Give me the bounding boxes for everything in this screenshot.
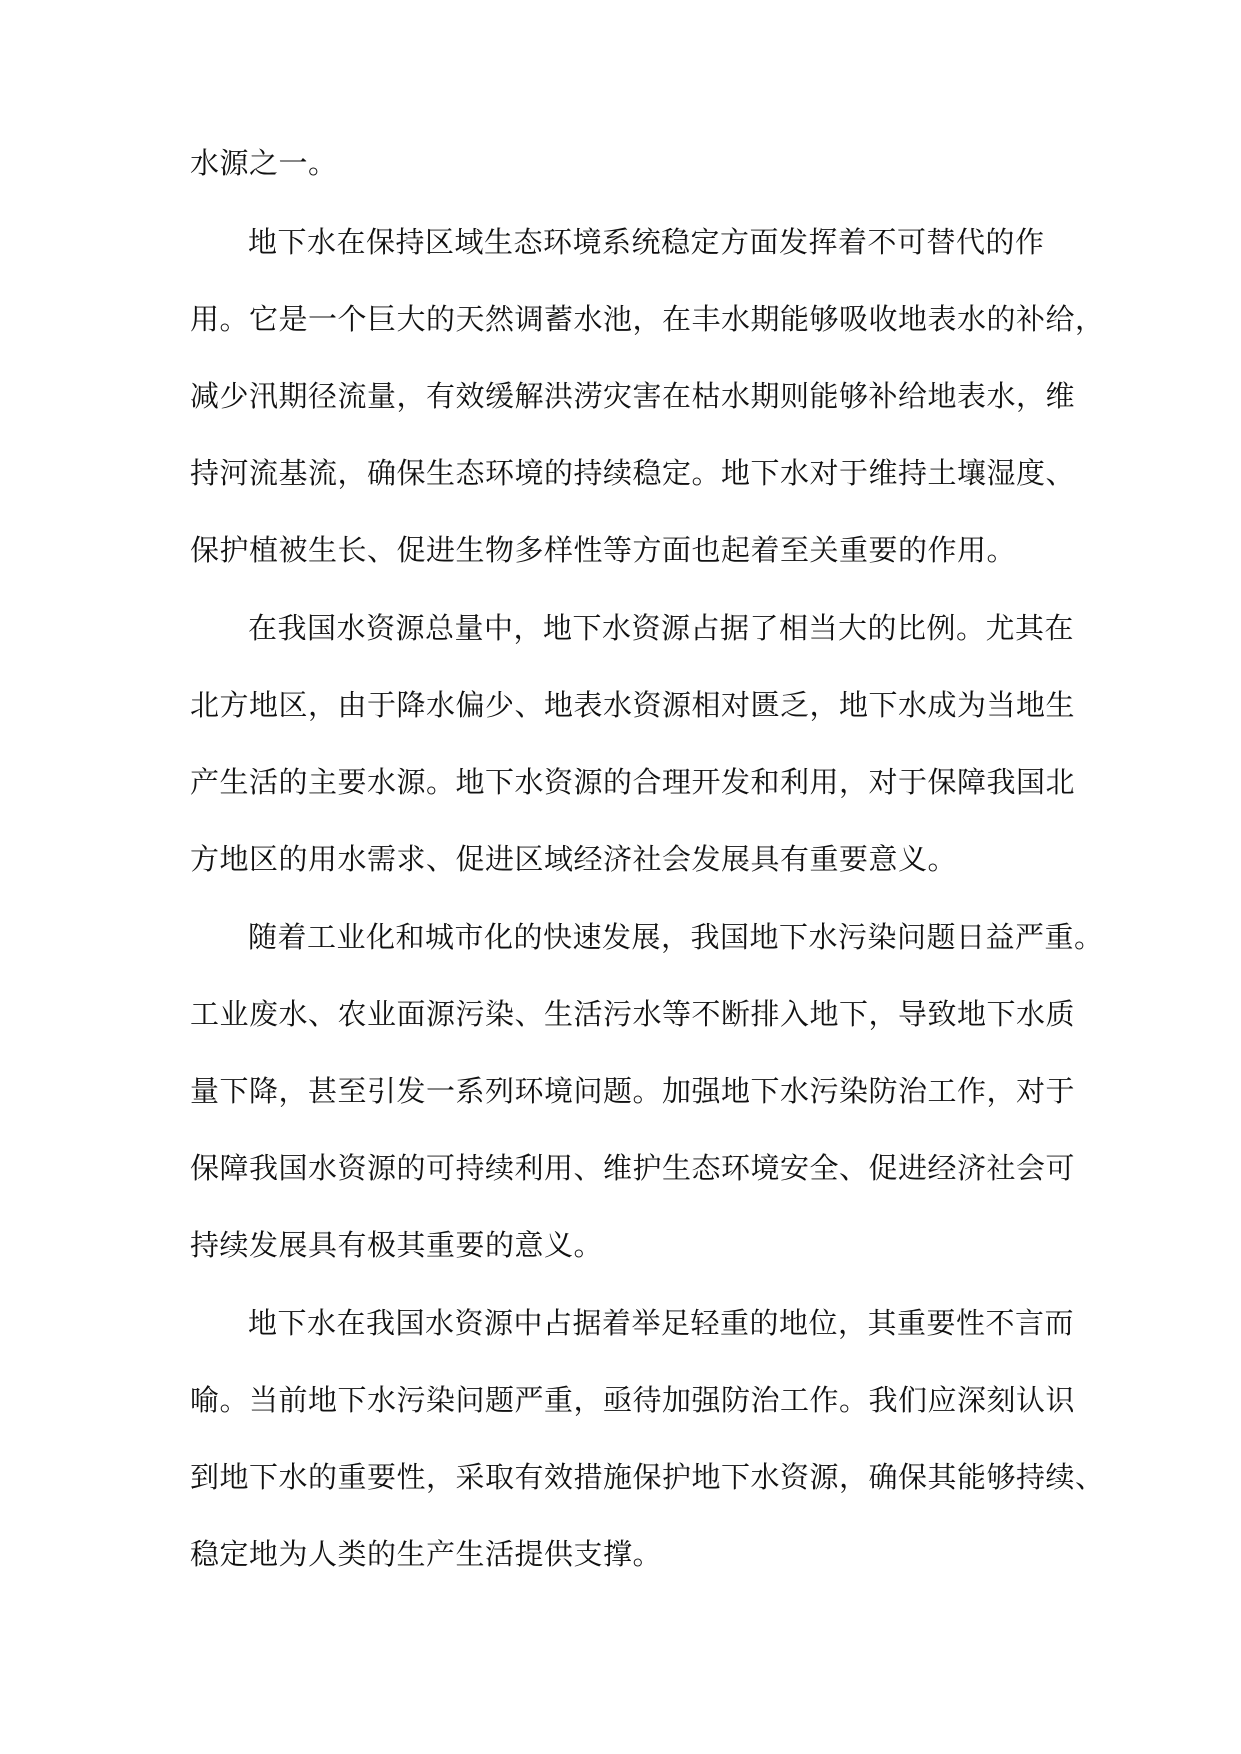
text-line: 北方地区，由于降水偏少、地表水资源相对匮乏，地下水成为当地生 <box>190 688 1076 722</box>
text-line: 减少汛期径流量，有效缓解洪涝灾害在枯水期则能够补给地表水，维 <box>190 379 1076 413</box>
text-line: 用。它是一个巨大的天然调蓄水池，在丰水期能够吸收地表水的补给， <box>190 302 1105 336</box>
text-line: 稳定地为人类的生产生活提供支撑。 <box>190 1537 663 1571</box>
text-line: 工业废水、农业面源污染、生活污水等不断排入地下，导致地下水质 <box>190 997 1076 1031</box>
paragraph-start-line: 随着工业化和城市化的快速发展，我国地下水污染问题日益严重。 <box>248 920 1104 954</box>
text-line: 量下降，甚至引发一系列环境问题。加强地下水污染防治工作，对于 <box>190 1074 1076 1108</box>
paragraph-start-line: 在我国水资源总量中，地下水资源占据了相当大的比例。尤其在 <box>248 611 1075 645</box>
paragraph-start-line: 地下水在保持区域生态环境系统稳定方面发挥着不可替代的作 <box>248 225 1045 259</box>
text-line: 保障我国水资源的可持续利用、维护生态环境安全、促进经济社会可 <box>190 1151 1076 1185</box>
paragraph-start-line: 地下水在我国水资源中占据着举足轻重的地位，其重要性不言而 <box>248 1306 1075 1340</box>
text-line: 喻。当前地下水污染问题严重，亟待加强防治工作。我们应深刻认识 <box>190 1383 1076 1417</box>
text-line: 持河流基流，确保生态环境的持续稳定。地下水对于维持土壤湿度、 <box>190 456 1076 490</box>
text-line: 水源之一。 <box>190 146 338 180</box>
text-line: 持续发展具有极其重要的意义。 <box>190 1228 604 1262</box>
text-line: 保护植被生长、促进生物多样性等方面也起着至关重要的作用。 <box>190 533 1017 567</box>
text-line: 到地下水的重要性，采取有效措施保护地下水资源，确保其能够持续、 <box>190 1460 1105 1494</box>
text-line: 产生活的主要水源。地下水资源的合理开发和利用，对于保障我国北 <box>190 765 1076 799</box>
text-line: 方地区的用水需求、促进区域经济社会发展具有重要意义。 <box>190 842 958 876</box>
